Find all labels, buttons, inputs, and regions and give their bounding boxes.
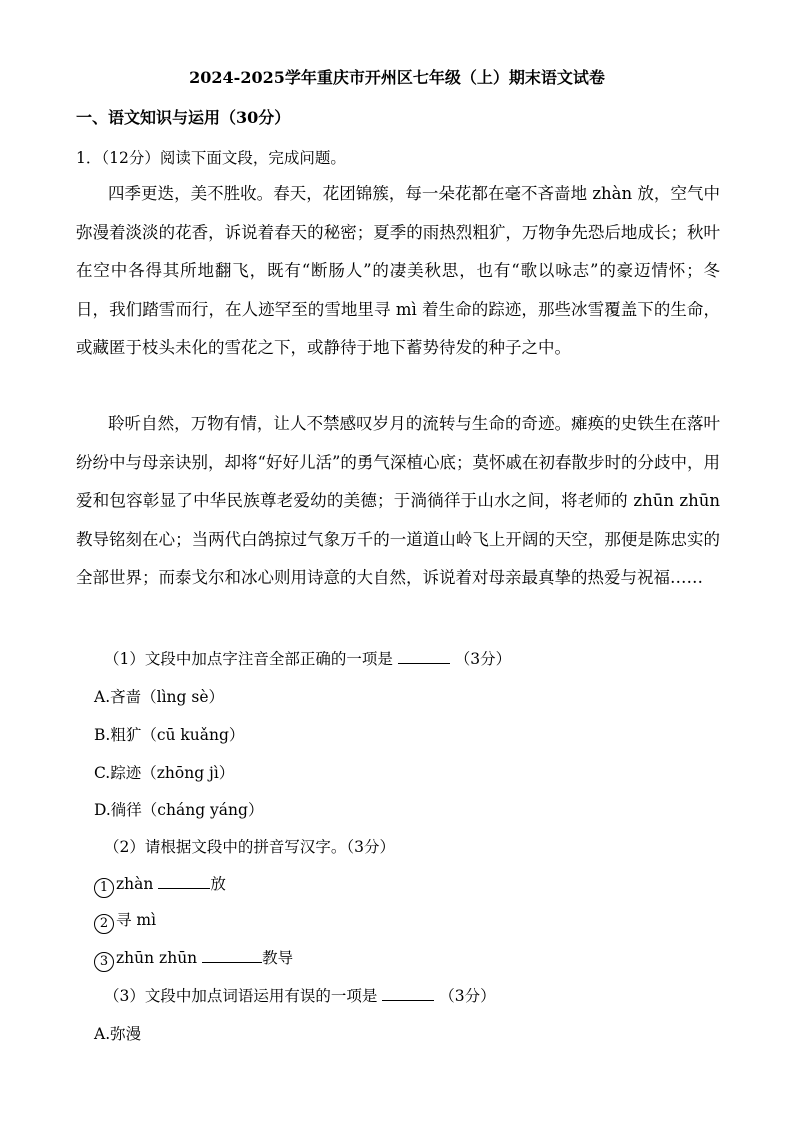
subquestion-3	[104, 984, 496, 1008]
circled-number: 1	[94, 878, 114, 898]
option-b: B.粗犷（cū kuǎng）	[94, 726, 245, 744]
pinyin-text: zhàn	[116, 875, 154, 893]
section-heading: 一、语文知识与运用（30分）	[76, 108, 291, 127]
circled-number: 2	[94, 914, 114, 934]
question-1-heading: 1．（12分）阅读下面文段，完成问题。	[76, 149, 346, 167]
answer-blank[interactable]	[382, 984, 434, 1001]
pinyin-suffix: 放	[210, 875, 226, 893]
circled-number: 3	[94, 952, 114, 972]
pinyin-item-1	[94, 872, 226, 898]
passage-paragraph-1: 四季更迭，美不胜收。春天，花团锦簇，每一朵花都在毫不吝啬地 zhàn 放，空气中弥漫着淡淡的花香，诉说着春天的秘密；夏季的雨热烈粗犷，万物争先恐后地成长；秋叶在空中各得其所地翻飞，既有“断肠人”的凄美秋思，也有“歌以咏志”的豪迈情怀；冬日，我们踏雪而行，在人迹罕至的雪地里寻 mì 着生命的踪迹，那些冰雪覆盖下的生命，或藏匿于枝头未化的雪花之下，或静待于地下蓄势待发的种子之中。	[76, 184, 720, 357]
answer-blank[interactable]	[202, 946, 262, 963]
subquestion-1-prompt: （1）文段中加点字注音全部正确的一项是	[104, 650, 393, 668]
pinyin-text: 寻 mì	[116, 911, 157, 929]
option-a: A.弥漫	[94, 1025, 142, 1043]
answer-blank[interactable]	[158, 872, 210, 889]
pinyin-item-2	[94, 908, 156, 934]
option-c: C.踪迹（zhōng jì）	[94, 764, 235, 782]
subquestion-2-prompt: （2）请根据文段中的拼音写汉字。（3分）	[104, 838, 395, 856]
pinyin-suffix: 教导	[262, 949, 294, 967]
passage-paragraph-2: 聆听自然，万物有情，让人不禁感叹岁月的流转与生命的奇迹。瘫痪的史铁生在落叶纷纷中与母亲诀别，却将“好好儿活”的勇气深植心底；莫怀戚在初春散步时的分歧中，用爱和包容彰显了中华民族尊老爱幼的美德；于淌徜徉于山水之间，将老师的 zhūn zhūn 教导铭刻在心；当两代白鸽掠过气象万千的一道道山岭飞上开阔的天空，那便是陈忠实的全部世界；而泰戈尔和冰心则用诗意的大自然，诉说着对母亲最真挚的热爱与祝福……	[76, 414, 720, 587]
option-d: D.徜徉（cháng yáng）	[94, 801, 264, 819]
pinyin-item-3	[94, 946, 293, 972]
option-a: A.吝啬（lìng sè）	[94, 688, 224, 706]
subquestion-3-score: （3分）	[439, 987, 496, 1005]
subquestion-1-score: （3分）	[454, 650, 512, 668]
subquestion-1	[104, 647, 511, 671]
subquestion-3-prompt: （3）文段中加点词语运用有误的一项是	[104, 987, 378, 1005]
answer-blank[interactable]	[398, 647, 450, 664]
page-title: 2024-2025学年重庆市开州区七年级（上）期末语文试卷	[189, 68, 605, 87]
pinyin-text: zhūn zhūn	[116, 949, 198, 967]
